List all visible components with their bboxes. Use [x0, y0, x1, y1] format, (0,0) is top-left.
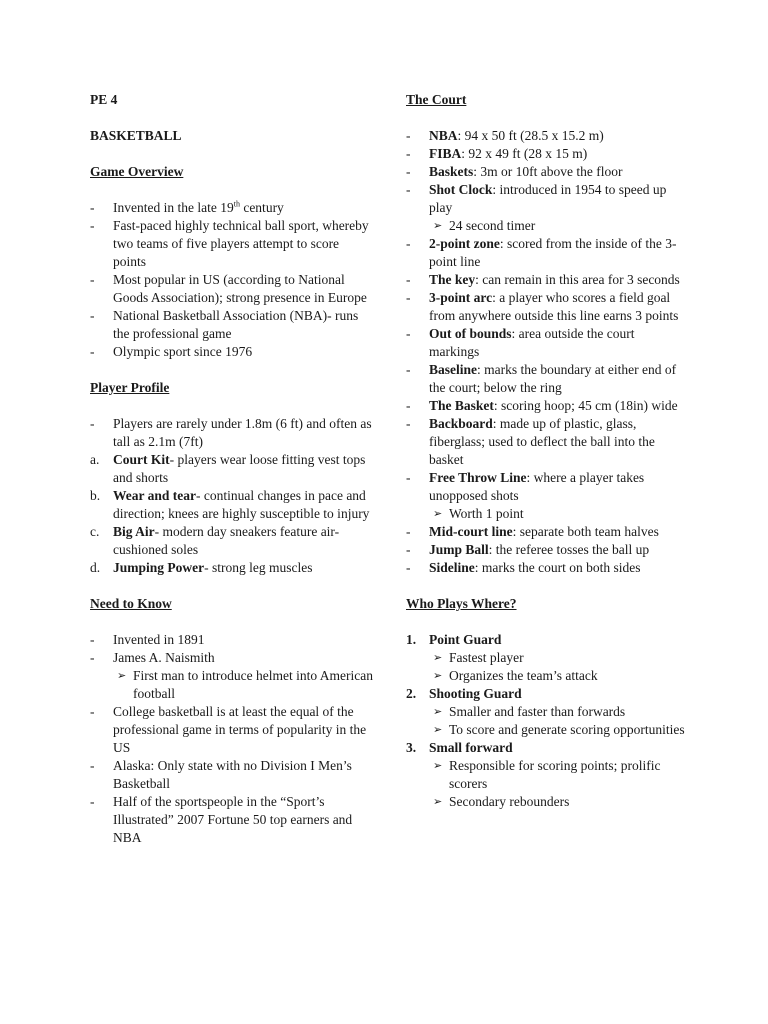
list-marker: c. [90, 524, 100, 539]
item-term: Free Throw Line [429, 470, 527, 485]
role-number: 2. [406, 686, 417, 701]
list-item [406, 523, 686, 541]
arrow-bullet-icon: ➢ [433, 670, 443, 682]
who-plays-where-heading: Who Plays Where? [406, 596, 517, 611]
the-court-list [406, 127, 686, 577]
sub-list-item [429, 505, 686, 523]
list-marker: - [406, 542, 411, 557]
list-item [90, 631, 375, 649]
who-plays-where-list [406, 631, 686, 811]
item-text: - strong leg muscles [204, 560, 313, 575]
item-text: : separate both team halves [512, 524, 659, 539]
sub-item-text: Worth 1 point [449, 506, 524, 521]
item-text: : where a player takes unopposed shots [429, 470, 645, 503]
role-item [406, 631, 686, 685]
arrow-bullet-icon: ➢ [433, 760, 443, 772]
list-marker: d. [90, 560, 101, 575]
item-text: Alaska: Only state with no Division I Men’s Basketball [113, 758, 352, 791]
list-marker: - [406, 236, 411, 251]
list-item [90, 307, 375, 343]
item-term: Out of bounds [429, 326, 512, 341]
game-overview-list [90, 199, 375, 361]
item-term: 2-point zone [429, 236, 500, 251]
list-marker: - [406, 164, 411, 179]
role-number: 1. [406, 632, 417, 647]
list-marker: - [406, 560, 411, 575]
list-marker: - [406, 362, 411, 377]
list-marker: - [406, 326, 411, 341]
sub-item-text: First man to introduce helmet into American football [133, 668, 373, 701]
item-text: Half of the sportspeople in the “Sport’s Illustrated” 2007 Fortune 50 top earners and NBA [113, 794, 353, 845]
item-text: Invented in the late 19 [113, 200, 234, 215]
sub-list-item [429, 703, 686, 721]
list-item [406, 541, 686, 559]
list-marker: - [90, 344, 95, 359]
item-text: : marks the court on both sides [474, 560, 641, 575]
sub-list-item [429, 757, 686, 793]
list-item [90, 451, 375, 487]
item-term: 3-point arc [429, 290, 493, 305]
sub-list-item [429, 217, 686, 235]
item-text: - continual changes in pace and direction; knees are highly susceptible to injury [113, 488, 370, 521]
sub-list [429, 757, 686, 811]
item-text: Olympic sport since 1976 [113, 344, 253, 359]
item-text: : area outside the court markings [429, 326, 635, 359]
role-item [406, 739, 686, 811]
list-item [90, 415, 375, 451]
item-text: : can remain in this area for 3 seconds [475, 272, 680, 287]
list-item [406, 397, 686, 415]
list-marker: - [90, 650, 95, 665]
list-marker: - [406, 146, 411, 161]
list-marker: - [90, 704, 95, 719]
item-text: College basketball is at least the equal of the professional game in terms of popularity in the US [113, 704, 367, 755]
list-marker: b. [90, 488, 101, 503]
list-marker: - [406, 524, 411, 539]
item-term: Baseline [429, 362, 478, 377]
list-item [90, 703, 375, 757]
player-profile-list [90, 415, 375, 577]
item-text: : made up of plastic, glass, fiberglass; used to deflect the ball into the basket [429, 416, 655, 467]
item-term: The key [429, 272, 476, 287]
list-marker: - [90, 218, 95, 233]
list-item [406, 289, 686, 325]
sub-item-text: Fastest player [449, 650, 524, 665]
item-text: Invented in 1891 [113, 632, 205, 647]
list-item [90, 523, 375, 559]
list-marker: - [406, 470, 411, 485]
the-court-heading: The Court [406, 92, 467, 107]
item-term: Wear and tear [113, 488, 196, 503]
right-column [406, 91, 686, 829]
role-item [406, 685, 686, 739]
list-item [90, 793, 375, 847]
list-marker: - [90, 632, 95, 647]
game-overview-heading: Game Overview [90, 164, 184, 179]
sub-item-text: 24 second timer [449, 218, 536, 233]
list-marker: - [90, 272, 95, 287]
item-term: Jumping Power [113, 560, 205, 575]
sub-list [429, 649, 686, 685]
arrow-bullet-icon: ➢ [433, 652, 443, 664]
item-text: century [239, 200, 284, 215]
sub-item-text: To score and generate scoring opportunities [449, 722, 685, 737]
left-column [90, 91, 375, 865]
list-marker: - [406, 290, 411, 305]
item-term: Mid-court line [429, 524, 513, 539]
item-text: Players are rarely under 1.8m (6 ft) and often as tall as 2.1m (7ft) [113, 416, 372, 449]
item-text: : 92 x 49 ft (28 x 15 m) [461, 146, 588, 161]
list-item [406, 559, 686, 577]
item-text: Most popular in US (according to National Goods Association); strong presence in Europe [113, 272, 367, 305]
list-item [90, 649, 375, 703]
item-term: Baskets [429, 164, 474, 179]
role-title: Point Guard [429, 632, 502, 647]
item-term: Court Kit [113, 452, 170, 467]
list-marker: - [406, 416, 411, 431]
need-to-know-list [90, 631, 375, 847]
item-text: : 3m or 10ft above the floor [473, 164, 623, 179]
course-label: PE 4 [90, 92, 118, 107]
sub-list-item [429, 721, 686, 739]
item-text: - modern day sneakers feature air-cushioned soles [113, 524, 340, 557]
list-item [90, 343, 375, 361]
role-number: 3. [406, 740, 417, 755]
sub-list-item [113, 667, 375, 703]
arrow-bullet-icon: ➢ [433, 796, 443, 808]
sub-item-text: Responsible for scoring points; prolific scorers [449, 758, 661, 791]
arrow-bullet-icon: ➢ [433, 706, 443, 718]
sub-list-item [429, 667, 686, 685]
item-text: : marks the boundary at either end of the court; below the ring [429, 362, 677, 395]
item-text: James A. Naismith [113, 650, 215, 665]
sub-item-text: Organizes the team’s attack [449, 668, 598, 683]
list-item [406, 235, 686, 271]
item-term: Sideline [429, 560, 475, 575]
item-text: - players wear loose fitting vest tops and shorts [113, 452, 366, 485]
list-marker: - [90, 794, 95, 809]
item-text: National Basketball Association (NBA)- runs the professional game [113, 308, 359, 341]
sub-item-text: Smaller and faster than forwards [449, 704, 626, 719]
list-marker: - [406, 182, 411, 197]
sub-list [429, 703, 686, 739]
item-term: The Basket [429, 398, 494, 413]
list-marker: - [90, 758, 95, 773]
sub-list-item [429, 649, 686, 667]
sub-list-item [429, 793, 686, 811]
list-marker: - [406, 272, 411, 287]
list-item [406, 181, 686, 235]
player-profile-heading: Player Profile [90, 380, 170, 395]
item-term: Backboard [429, 416, 493, 431]
item-term: Jump Ball [429, 542, 489, 557]
arrow-bullet-icon: ➢ [433, 220, 443, 232]
list-item [406, 415, 686, 469]
list-item [90, 199, 375, 217]
list-item [90, 487, 375, 523]
list-marker: - [406, 128, 411, 143]
list-item [406, 325, 686, 361]
list-item [90, 217, 375, 271]
superscript: th [233, 199, 240, 209]
list-item [90, 271, 375, 307]
list-marker: - [90, 200, 95, 215]
list-item [406, 145, 686, 163]
item-text: : 94 x 50 ft (28.5 x 15.2 m) [457, 128, 604, 143]
item-term: Big Air [113, 524, 155, 539]
role-title: Small forward [429, 740, 513, 755]
document-title: BASKETBALL [90, 128, 182, 143]
list-item [406, 361, 686, 397]
sub-list [429, 505, 686, 523]
list-marker: - [90, 308, 95, 323]
arrow-bullet-icon: ➢ [433, 724, 443, 736]
role-title: Shooting Guard [429, 686, 522, 701]
list-item [90, 559, 375, 577]
arrow-bullet-icon: ➢ [433, 508, 443, 520]
list-item [406, 469, 686, 523]
list-item [406, 271, 686, 289]
arrow-bullet-icon: ➢ [117, 670, 127, 682]
item-text: : scoring hoop; 45 cm (18in) wide [493, 398, 678, 413]
item-text: : introduced in 1954 to speed up play [429, 182, 667, 215]
list-marker: - [90, 416, 95, 431]
item-text: : scored from the inside of the 3-point line [429, 236, 677, 269]
item-text: : the referee tosses the ball up [488, 542, 650, 557]
list-item [406, 127, 686, 145]
list-marker: - [406, 398, 411, 413]
list-item [90, 757, 375, 793]
item-term: NBA [429, 128, 458, 143]
item-term: FIBA [429, 146, 462, 161]
item-term: Shot Clock [429, 182, 493, 197]
sub-list [429, 217, 686, 235]
item-text: Fast-paced highly technical ball sport, whereby two teams of five players attempt to score points [113, 218, 369, 269]
list-item [406, 163, 686, 181]
need-to-know-heading: Need to Know [90, 596, 172, 611]
sub-item-text: Secondary rebounders [449, 794, 570, 809]
sub-list [113, 667, 375, 703]
list-marker: a. [90, 452, 100, 467]
item-text: : a player who scores a field goal from anywhere outside this line earns 3 points [429, 290, 679, 323]
